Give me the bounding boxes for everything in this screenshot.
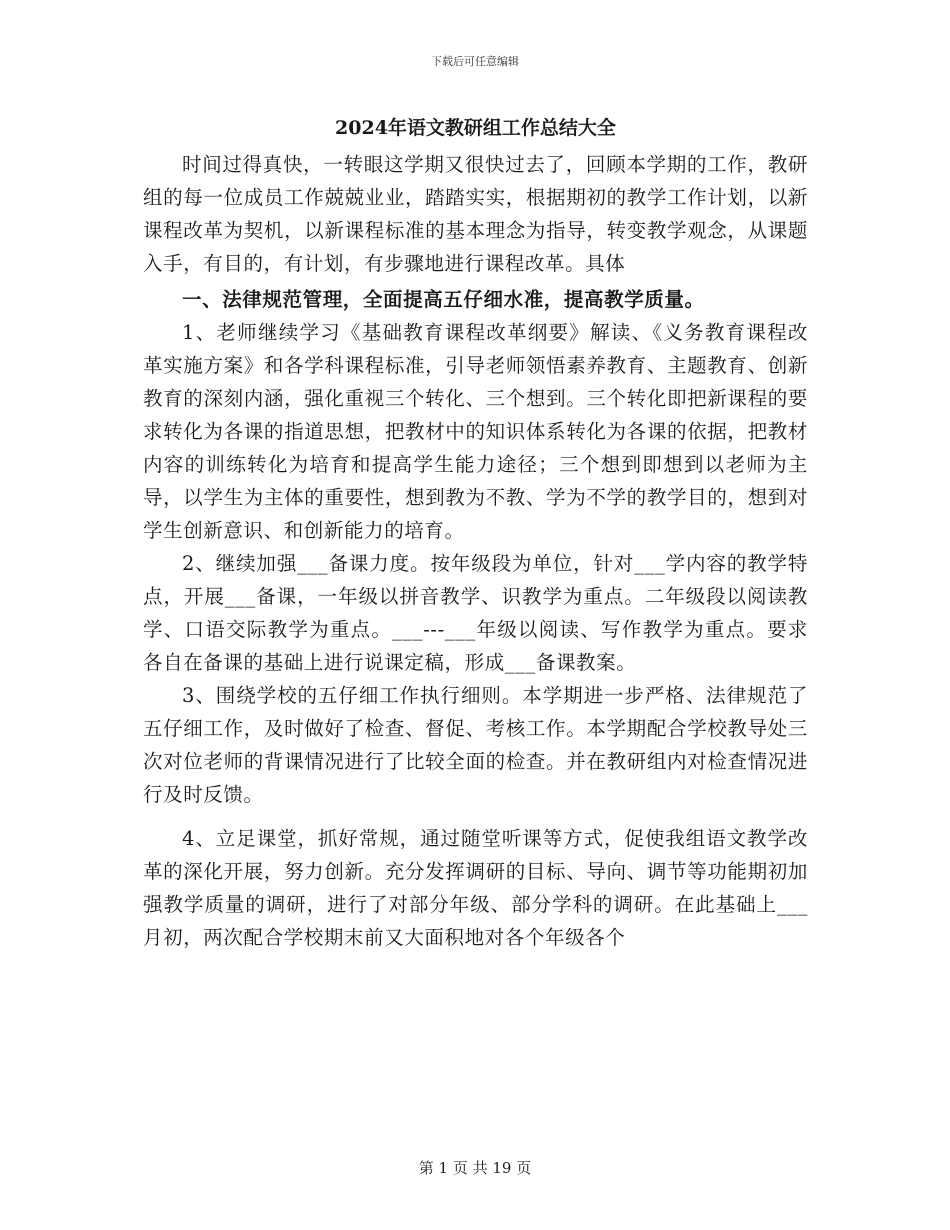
list-item: 1、老师继续学习《基础教育课程改革纲要》解读、《义务教育课程改革实施方案》和各学科课程标准，引导老师领悟素养教育、主题教育、创新教育的深刻内涵，强化重视三个转化、三个想到。三个转化即把新课程的要求转化为各课的指道思想，把教材中的知识体系转化为各课的依据，把教材内容的训练转化为培育和提高学生能力途径；三个想到即想到以老师为主导，以学生为主体的重要性，想到教为不教、学为不学的教学目的，想到对学生创新意识、和创新能力的培育。	[143, 321, 808, 542]
list-item: 4、立足课堂，抓好常规，通过随堂听课等方式，促使我组语文教学改革的深化开展，努力创新。充分发挥调研的目标、导向、调节等功能期初加强教学质量的调研，进行了对部分年级、部分学科的调研。在此基础上___月初，两次配合学校期末前又大面积地对各个年级各个	[143, 827, 808, 949]
page-header-note: 下载后可任意编辑	[431, 55, 519, 68]
section-heading: 一、法律规范管理，全面提高五仔细水准，提高教学质量。	[182, 288, 705, 311]
document-body	[143, 112, 808, 954]
document-title: 2024年语文教研组工作总结大全	[335, 117, 616, 139]
list-item: 2、继续加强___备课力度。按年级段为单位，针对___学内容的教学特点，开展___备课，一年级以拼音教学、识教学为重点。二年级段以阅读教学、口语交际教学为重点。___---___年级以阅读、写作教学为重点。要求各自在备课的基础上进行说课定稿，形成___备课教案。	[143, 552, 808, 674]
intro-paragraph: 时间过得真快，一转眼这学期又很快过去了，回顾本学期的工作，教研组的每一位成员工作兢兢业业，踏踏实实，根据期初的教学工作计划，以新课程改革为契机，以新课程标准的基本理念为指导，转变教学观念，从课题入手，有目的，有计划，有步骤地进行课程改革。具体	[143, 153, 808, 275]
list-item: 3、围绕学校的五仔细工作执行细则。本学期进一步严格、法律规范了五仔细工作，及时做好了检查、督促、考核工作。本学期配合学校教导处三次对位老师的背课情况进行了比较全面的检查。并在教研组内对检查情况进行及时反馈。	[143, 684, 808, 806]
page-number: 第 1 页 共 19 页	[418, 1159, 532, 1177]
